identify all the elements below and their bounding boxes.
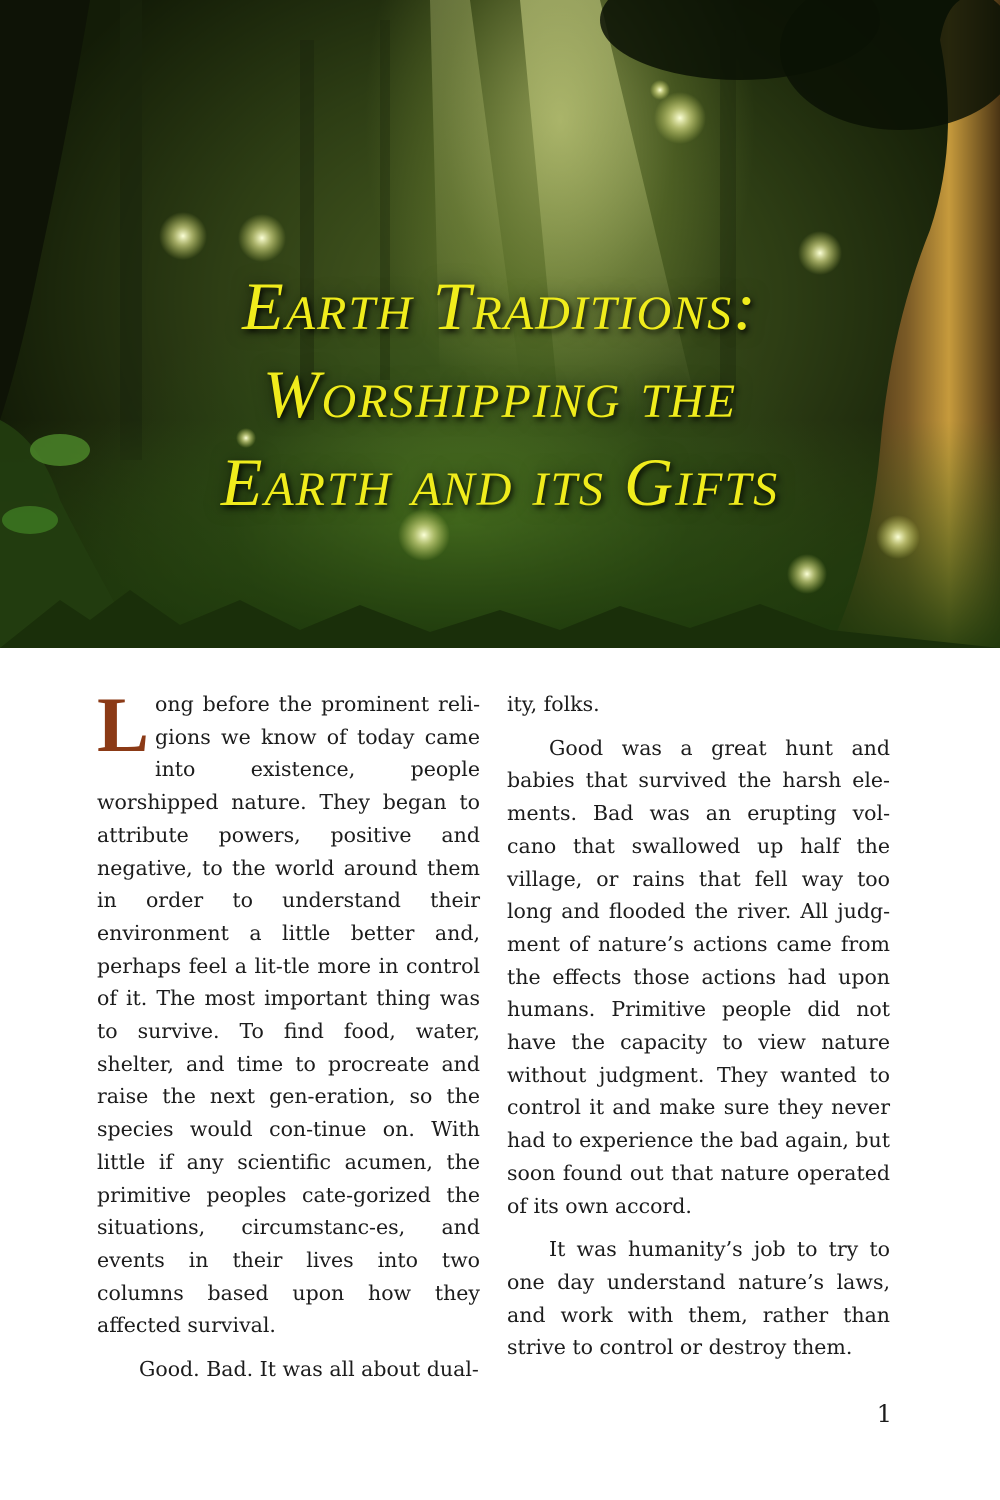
paragraph-intro-text: ong before the prominent reli-gions we know of today came into existence, people worshipped nature. They began to attribute powers, positive and negative, to the world around them in order to understand their environment a little better and, perhaps feel a lit-tle more in control of it. The most important thing was to survive. To find food, water, shelter, and time to procreate and raise the next gen-eration, so the species would con-tinue on. With little if any scientific acumen, the primitive peoples cate-gorized the situations, circumstanc-es, and events in their lives into two columns based upon how they affected survival.: [97, 692, 480, 1338]
leaves: [780, 0, 1000, 130]
paragraph-good-bad: Good was a great hunt and babies that survived the harsh ele-ments. Bad was an erupting vol-cano that swallowed up half the village, or rains that fell way too long and flooded the river. All judg-ment of nature’s actions came from the effects those actions had upon humans. Primitive people did not have the capacity to view nature without judgment. They wanted to control it and make sure they never had to experience the bad again, but soon found out that nature operated of its own accord.: [507, 735, 890, 1218]
title-line-3: Earth and its Gifts: [220, 444, 780, 520]
right-column: [507, 688, 890, 1375]
paragraph-intro: [97, 681, 480, 1342]
firefly: [650, 80, 670, 100]
firefly: [787, 554, 827, 594]
title-line-2: Worshipping the: [262, 356, 738, 432]
paragraph-duality: Good. Bad. It was all about dual-: [139, 1357, 479, 1382]
firefly: [159, 212, 207, 260]
forest-banner: [0, 0, 1000, 648]
page-number: 1: [876, 1400, 892, 1428]
left-column: [97, 681, 480, 1397]
paragraph-duality-continued: ity, folks.: [507, 692, 600, 716]
paragraph-humanity: It was humanity’s job to try to one day understand nature’s laws, and work with them, rather than strive to control or destroy them.: [507, 1237, 890, 1360]
firefly: [238, 214, 286, 262]
drop-cap: L: [97, 681, 150, 768]
page-title: [0, 262, 1000, 526]
title-line-1: Earth Traditions:: [242, 268, 758, 344]
